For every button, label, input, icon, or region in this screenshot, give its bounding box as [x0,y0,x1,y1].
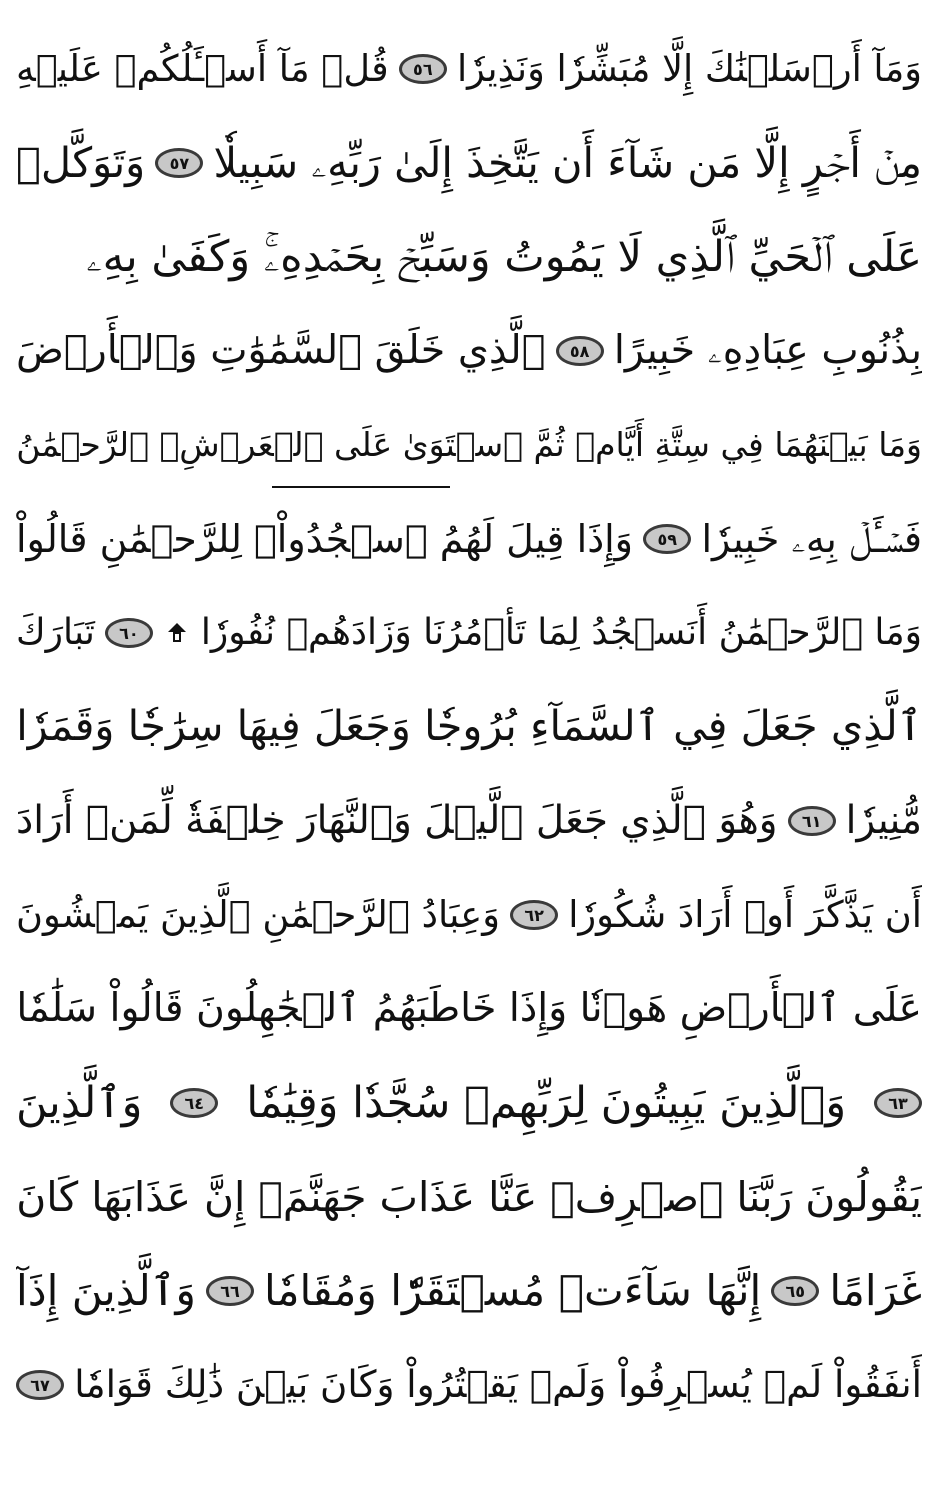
verse-text: مِنۡ أَجۡرٍ إِلَّا مَن شَآءَ أَن يَتَّخِذَ إِلَىٰ رَبِّهِۦ سَبِيلٗا [213,138,922,188]
verse-text: وَمَآ أَرۡسَلۡنَٰكَ إِلَّا مُبَشِّرٗا وَنَذِيرٗا [456,46,922,90]
text-line [16,116,922,210]
ayah-number-marker: ٦٥ [771,1276,819,1306]
text-line [16,22,922,116]
verse-text: بِذُنُوبِ عِبَادِهِۦ خَبِيرًا [613,327,922,374]
verse-text: وَإِذَا قِيلَ لَهُمُ ٱسۡجُدُواْۤ لِلرَّحۡمَٰنِ قَالُواْ [16,516,634,561]
sajdah-marker-icon [163,618,191,648]
verse-text: وَعِبَادُ ٱلرَّحۡمَٰنِ ٱلَّذِينَ يَمۡشُونَ [16,892,500,936]
verse-text: وَمَا بَيۡنَهُمَا فِي سِتَّةِ أَيَّامٖ ثُمَّ ٱسۡتَوَىٰ عَلَى ٱلۡعَرۡشِۖ ٱلرَّحۡمَٰنُ [16,425,922,465]
ayah-number-marker: ٥٦ [399,54,447,84]
text-line [16,304,922,398]
ayah-number-marker: ٦٤ [170,1088,218,1118]
text-line [16,680,922,774]
text-line [16,210,922,304]
verse-text: عَلَى ٱلۡحَيِّ ٱلَّذِي لَا يَمُوتُ وَسَبِّحۡ بِحَمۡدِهِۦۚ وَكَفَىٰ بِهِۦ [86,231,922,282]
text-line [16,1150,922,1244]
text-line [16,492,922,586]
verse-text: أَنفَقُواْ لَمۡ يُسۡرِفُواْ وَلَمۡ يَقۡتُرُواْ وَكَانَ بَيۡنَ ذَٰلِكَ قَوَامٗا [74,1362,922,1407]
ayah-number-marker: ٦٦ [206,1276,254,1306]
verse-text: وَٱلَّذِينَ [16,1077,143,1128]
verse-text: يَقُولُونَ رَبَّنَا ٱصۡرِفۡ عَنَّا عَذَابَ جَهَنَّمَۖ إِنَّ عَذَابَهَا كَانَ [16,1172,922,1221]
ayah-number-marker: ٦١ [788,806,836,836]
text-line [16,1244,922,1338]
verse-text: وَتَوَكَّلۡ [16,138,146,188]
verse-text: أَن يَذَّكَّرَ أَوۡ أَرَادَ شُكُورٗا [568,892,922,936]
ayah-number-marker: ٦٠ [105,618,153,648]
verse-text: فَسۡـَٔلۡ بِهِۦ خَبِيرٗا [701,516,922,561]
verse-text: تَبَارَكَ [16,612,95,654]
verse-text: قُلۡ مَآ أَسۡـَٔلُكُمۡ عَلَيۡهِ [16,46,389,90]
verse-text: وَٱلَّذِينَ يَبِيتُونَ لِرَبِّهِمۡ سُجَّدٗا وَقِيَٰمٗا [246,1077,847,1128]
verse-text: غَرَامًا [829,1265,922,1315]
verse-text: إِنَّهَا سَآءَتۡ مُسۡتَقَرّٗا وَمُقَامٗا [264,1265,762,1315]
text-line [16,586,922,680]
text-line [16,774,922,868]
verse-text: وَٱلَّذِينَ إِذَآ [16,1265,196,1315]
text-line [16,1056,922,1150]
text-line [16,398,922,492]
ayah-number-marker: ٥٨ [556,336,604,366]
text-line [16,868,922,962]
ayah-number-marker: ٦٣ [874,1088,922,1118]
verse-text: مُّنِيرٗا [845,797,922,843]
sajdah-overline [272,486,450,488]
text-line [16,1338,922,1432]
ayah-number-marker: ٥٩ [643,524,691,554]
ayah-number-marker: ٥٧ [155,148,203,178]
verse-text: وَهُوَ ٱلَّذِي جَعَلَ ٱلَّيۡلَ وَٱلنَّهَارَ خِلۡفَةٗ لِّمَنۡ أَرَادَ [16,797,778,843]
verse-lines [16,22,922,1432]
text-line [16,962,922,1056]
verse-text: ٱلَّذِي جَعَلَ فِي ٱلسَّمَآءِ بُرُوجٗا وَجَعَلَ فِيهَا سِرَٰجٗا وَقَمَرٗا [16,702,922,751]
ayah-number-marker: ٦٧ [16,1370,64,1400]
verse-text: عَلَى ٱلۡأَرۡضِ هَوۡنٗا وَإِذَا خَاطَبَهُمُ ٱلۡجَٰهِلُونَ قَالُواْ سَلَٰمٗا [16,986,922,1032]
verse-text: وَمَا ٱلرَّحۡمَٰنُ أَنَسۡجُدُ لِمَا تَأۡمُرُنَا وَزَادَهُمۡ نُفُورٗا [200,612,922,654]
ayah-number-marker: ٦٢ [510,900,558,930]
verse-text: ٱلَّذِي خَلَقَ ٱلسَّمَٰوَٰتِ وَٱلۡأَرۡضَ [16,327,546,374]
